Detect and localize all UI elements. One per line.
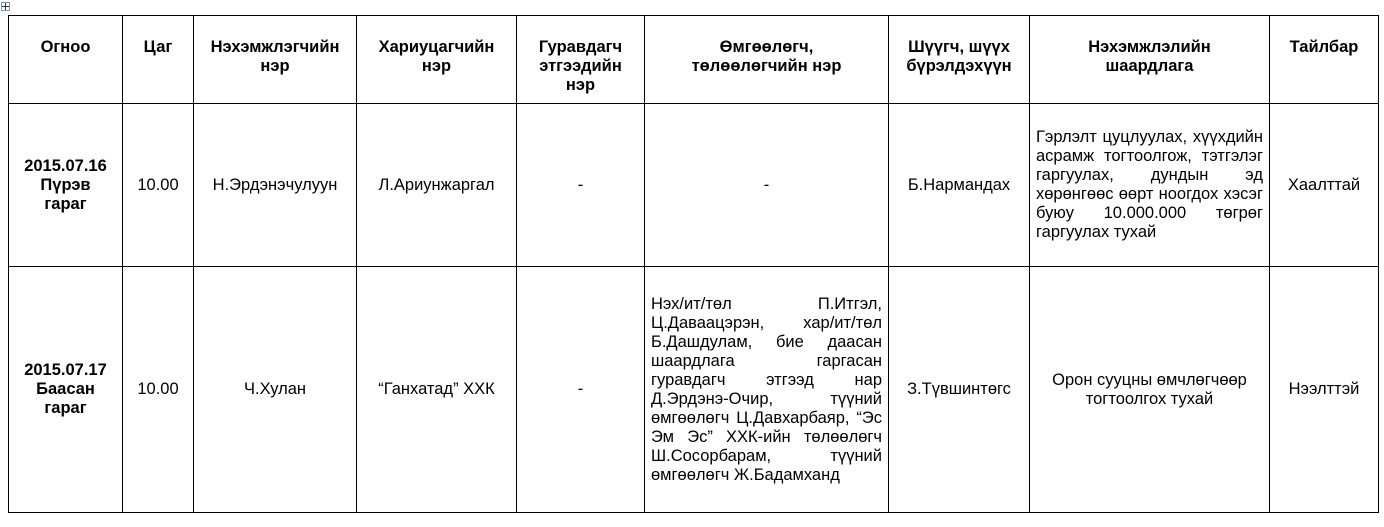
lawyer-cell: - [645, 104, 889, 267]
judge-cell: З.Түвшинтөгс [889, 267, 1030, 513]
judge-cell: Б.Нармандах [889, 104, 1030, 267]
header-third-party: Гуравдагч этгээдийн нэр [517, 16, 645, 104]
header-defendant: Хариуцагчийн нэр [357, 16, 517, 104]
note-cell: Хаалттай [1270, 104, 1379, 267]
header-time: Цаг [123, 16, 194, 104]
note-cell: Нээлттэй [1270, 267, 1379, 513]
date-cell: 2015.07.17 Баасан гараг [9, 267, 123, 513]
time-cell: 10.00 [123, 267, 194, 513]
header-claim: Нэхэмжлэлийн шаардлага [1030, 16, 1270, 104]
defendant-cell: Л.Ариунжаргал [357, 104, 517, 267]
move-arrows-icon [2, 3, 9, 10]
defendant-cell: “Ганхатад” ХХК [357, 267, 517, 513]
header-lawyer: Өмгөөлөгч, төлөөлөгчийн нэр [645, 16, 889, 104]
table-row [9, 104, 1379, 267]
court-schedule-table [8, 15, 1379, 513]
header-row [9, 16, 1379, 104]
claim-cell: Гэрлэлт цуцлуулах, хүүхдийн асрамж тогтоолгож, тэтгэлэг гаргуулах, дундын эд хөрөнгөөс өөрт ноогдох хэсэг буюу 10.000.000 төгрөг гаргуулах тухай [1030, 104, 1270, 267]
table-move-handle[interactable] [1, 2, 10, 11]
header-judge: Шүүгч, шүүх бүрэлдэхүүн [889, 16, 1030, 104]
third-party-cell: - [517, 104, 645, 267]
claim-cell: Орон сууцны өмчлөгчөөр тогтоолгох тухай [1030, 267, 1270, 513]
header-date: Огноо [9, 16, 123, 104]
header-note: Тайлбар [1270, 16, 1379, 104]
time-cell: 10.00 [123, 104, 194, 267]
lawyer-cell: Нэх/ит/төл П.Итгэл, Ц.Даваацэрэн, хар/ит/төл Б.Дашдулам, бие даасан шаардлага гаргасан гуравдагч этгээд нар Д.Эрдэнэ-Очир, түүний өмгөөлөгч Ц.Давхарбаяр, “Эс Эм Эс” ХХК-ийн төлөөлөгч Ш.Сосорбарам, түүний өмгөөлөгч Ж.Бадамханд [645, 267, 889, 513]
date-cell: 2015.07.16 Пүрэв гараг [9, 104, 123, 267]
header-plaintiff: Нэхэмжлэгчийн нэр [194, 16, 357, 104]
plaintiff-cell: Ч.Хулан [194, 267, 357, 513]
plaintiff-cell: Н.Эрдэнэчулуун [194, 104, 357, 267]
third-party-cell: - [517, 267, 645, 513]
table-row [9, 267, 1379, 513]
